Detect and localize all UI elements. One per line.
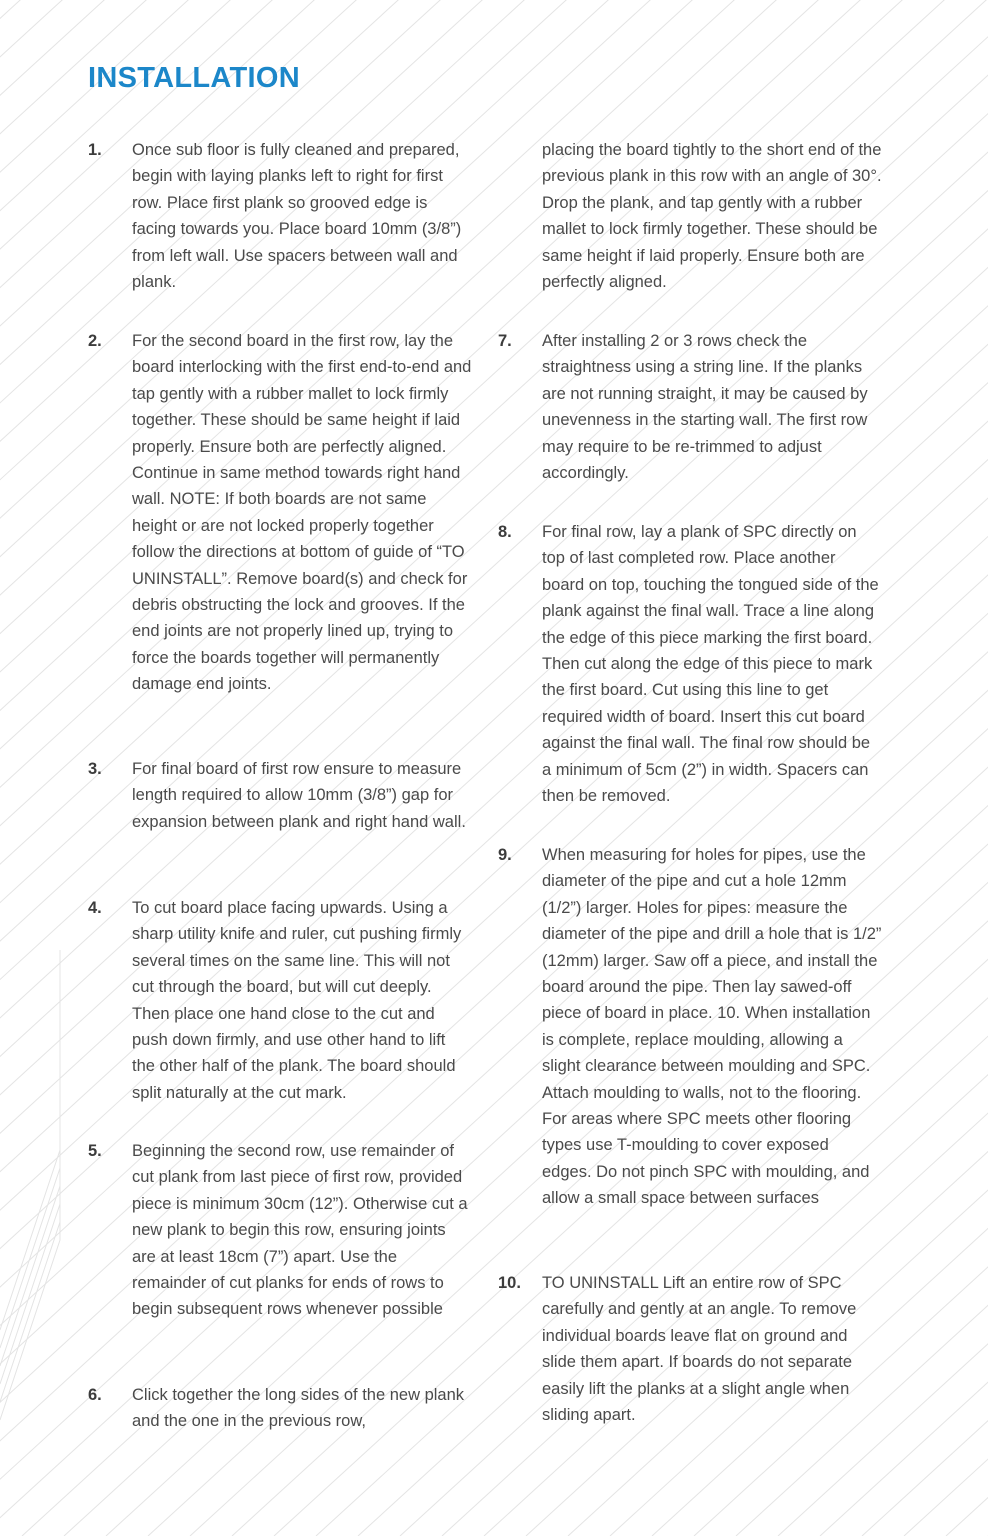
step-text: To cut board place facing upwards. Using a sharp utility knife and ruler, cut pushing firmly several times on the same line. This will not cut through the board, but will cut deeply. Then place one hand close to the cut and push down firmly, and use other hand to lift the other half of the plank. The board should split naturally at the cut mark. xyxy=(132,899,462,1102)
step-text: When measuring for holes for pipes, use the diameter of the pipe and cut a hole 12mm (1/2”) larger. Holes for pipes: measure the diameter of the pipe and drill a hole that is 1/2” (12mm) larger. Saw off a piece, and install the board around the pipe. Then lay sawed-off piece of board in place. 10. When installation is complete, replace moulding, allowing a slight clearance between moulding and SPC. Attach moulding to walls, not to the flooring. For areas where SPC meets other flooring types use T-moulding to cover exposed edges. Do not pinch SPC with moulding, and allow a small space between surfaces xyxy=(542,846,882,1208)
step-text: For final board of first row ensure to measure length required to allow 10mm (3/8”) gap for expansion between plank and right hand wall. xyxy=(132,760,466,831)
step-text: Once sub floor is fully cleaned and prepared, begin with laying planks left to right for first row. Place first plank so grooved edge is facing towards you. Place board 10mm (3/8”) from left wall. Use spacers between wall and plank. xyxy=(132,141,462,292)
step-number: 8. xyxy=(498,523,512,541)
step-number: 7. xyxy=(498,332,512,350)
step-text: For the second board in the first row, lay the board interlocking with the first end-to-end and tap gently with a rubber mallet to lock firmly together. These should be same height if laid properly. Ensure both are perfectly aligned. Continue in same method towards right hand wall. NOTE: If both boards are not same height or are not locked properly together follow the directions at bottom of guide of “TO UNINSTALL”. Remove board(s) and check for debris obstructing the lock and grooves. If the end joints are not properly lined up, trying to force the boards together will permanently damage end joints. xyxy=(132,332,472,694)
step-number: 2. xyxy=(88,332,102,350)
background-chevron xyxy=(0,968,60,1348)
step-number: 1. xyxy=(88,141,102,159)
step-number: 4. xyxy=(88,899,102,917)
step-number: 10. xyxy=(498,1274,521,1292)
step-number: 9. xyxy=(498,846,512,864)
step-number: 5. xyxy=(88,1142,102,1160)
background-line xyxy=(946,0,988,1536)
step-text: Click together the long sides of the new plank and the one in the previous row, xyxy=(132,1386,465,1431)
step-text: placing the board tightly to the short end of the previous plank in this row with an angle of 30°. Drop the plank, and tap gently with a rubber mallet to lock firmly together. These should be same height if laid properly. Ensure both are perfectly aligned. xyxy=(542,141,882,292)
step-text: For final row, lay a plank of SPC directly on top of last completed row. Place another board on top, touching the tongued side of the plank against the final wall. Trace a line along the edge of this piece marking the first board. Then cut along the edge of this piece to mark the first board. Cut using this line to get required width of board. Insert this cut board against the final wall. The final row should be a minimum of 5cm (2”) in width. Spacers can then be removed. xyxy=(542,523,879,806)
step-number: 3. xyxy=(88,760,102,778)
background-chevron xyxy=(0,950,60,1330)
step-text: After installing 2 or 3 rows check the straightness using a string line. If the planks are not running straight, it may be caused by unevenness in the starting wall. The first row may require to be re-trimmed to adjust accordingly. xyxy=(542,332,868,483)
step-text: Beginning the second row, use remainder of cut plank from last piece of first row, provided piece is minimum 30cm (12”). Otherwise cut a new plank to begin this row, ensuring joints are at least 18cm (7”) apart. Use the remainder of cut planks for ends of rows to begin subsequent rows whenever possible xyxy=(132,1142,468,1319)
step-number: 6. xyxy=(88,1386,102,1404)
page-title: INSTALLATION xyxy=(88,62,300,94)
background-line xyxy=(0,0,84,1536)
step-text: TO UNINSTALL Lift an entire row of SPC carefully and gently at an angle. To remove individual boards leave flat on ground and slide them apart. If boards do not separate easily lift the planks at a slight angle when sliding apart. xyxy=(542,1274,857,1425)
